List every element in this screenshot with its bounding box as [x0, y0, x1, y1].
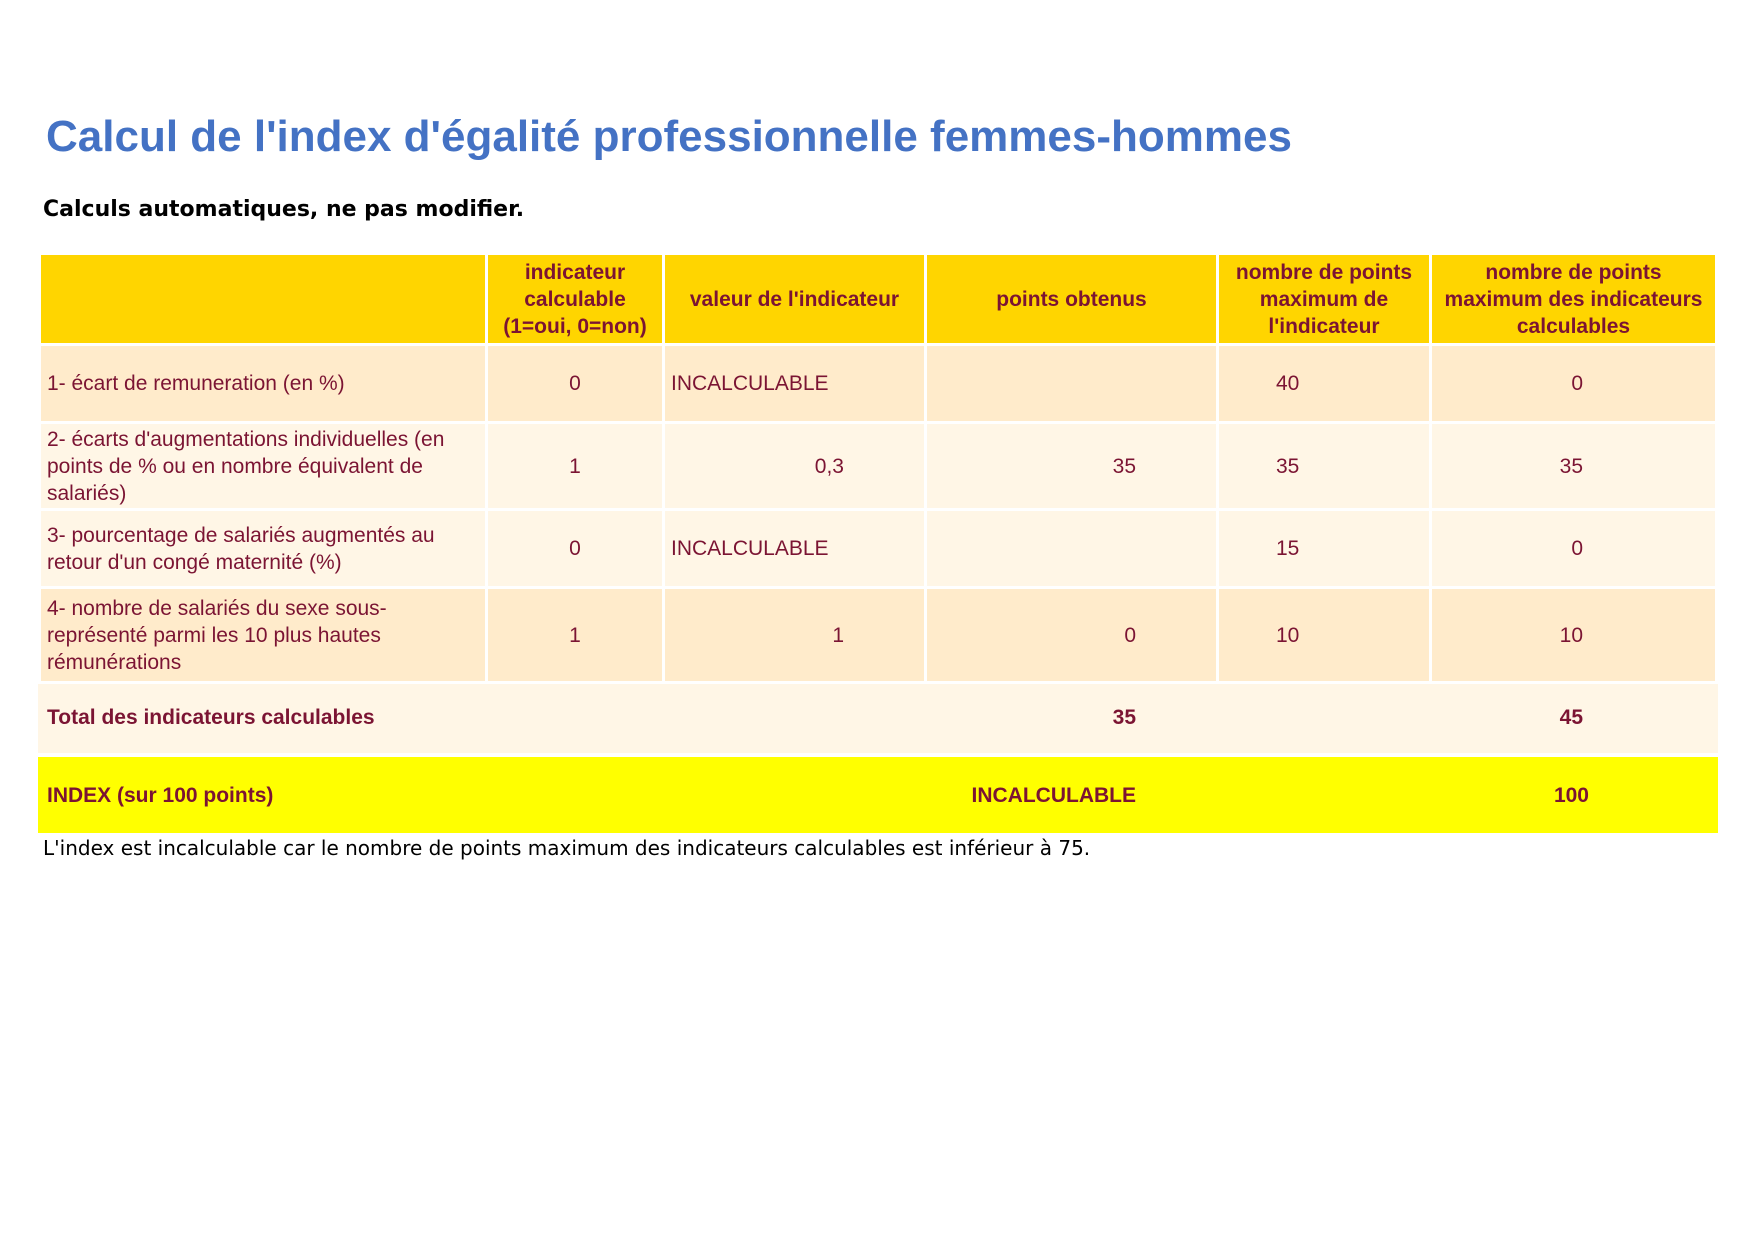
header-label [40, 254, 487, 345]
table-row [40, 510, 1717, 588]
total-label: Total des indicateurs calculables [40, 683, 926, 752]
index-points: INCALCULABLE [926, 759, 1218, 832]
row-label: 4- nombre de salariés du sexe sous-représenté parmi les 10 plus hautes rémunérations [40, 588, 487, 683]
cell-max-calculables: 0 [1431, 510, 1717, 588]
row-spacer [40, 752, 1717, 759]
header-valeur: valeur de l'indicateur [664, 254, 926, 345]
cell-calculable: 0 [487, 345, 664, 423]
table-row [40, 345, 1717, 423]
header-max: nombre de points maximum de l'indicateur [1218, 254, 1431, 345]
cell-max: 15 [1218, 510, 1431, 588]
row-label: 1- écart de remuneration (en %) [40, 345, 487, 423]
cell-valeur: 1 [664, 588, 926, 683]
footnote: L'index est incalculable car le nombre de points maximum des indicateurs calculables est inférieur à 75. [43, 836, 1091, 860]
cell-points: 35 [926, 423, 1218, 510]
cell-calculable: 1 [487, 588, 664, 683]
cell-max: 40 [1218, 345, 1431, 423]
index-table [38, 252, 1718, 833]
table-row [40, 423, 1717, 510]
cell-points [926, 345, 1218, 423]
index-empty-cell [1218, 759, 1431, 832]
row-label: 3- pourcentage de salariés augmentés au retour d'un congé maternité (%) [40, 510, 487, 588]
cell-max-calculables: 10 [1431, 588, 1717, 683]
index-max-calculables: 100 [1431, 759, 1717, 832]
index-label: INDEX (sur 100 points) [40, 759, 926, 832]
table-row [40, 588, 1717, 683]
cell-valeur: INCALCULABLE [664, 345, 926, 423]
total-row [40, 683, 1717, 752]
page-title: Calcul de l'index d'égalité professionnelle femmes-hommes [46, 112, 1292, 161]
header-row [40, 254, 1717, 345]
subtitle: Calculs automatiques, ne pas modifier. [43, 197, 525, 222]
cell-max: 10 [1218, 588, 1431, 683]
cell-valeur: 0,3 [664, 423, 926, 510]
total-empty-cell [1218, 683, 1431, 752]
total-max-calculables: 45 [1431, 683, 1717, 752]
cell-calculable: 0 [487, 510, 664, 588]
cell-max: 35 [1218, 423, 1431, 510]
cell-points [926, 510, 1218, 588]
header-points: points obtenus [926, 254, 1218, 345]
index-row [40, 759, 1717, 832]
cell-valeur: INCALCULABLE [664, 510, 926, 588]
cell-points: 0 [926, 588, 1218, 683]
spacer-cell [40, 752, 1717, 759]
header-max-calculables: nombre de points maximum des indicateurs calculables [1431, 254, 1717, 345]
cell-calculable: 1 [487, 423, 664, 510]
cell-max-calculables: 35 [1431, 423, 1717, 510]
row-label: 2- écarts d'augmentations individuelles (en points de % ou en nombre équivalent de salariés) [40, 423, 487, 510]
total-points: 35 [926, 683, 1218, 752]
header-calculable: indicateur calculable (1=oui, 0=non) [487, 254, 664, 345]
cell-max-calculables: 0 [1431, 345, 1717, 423]
